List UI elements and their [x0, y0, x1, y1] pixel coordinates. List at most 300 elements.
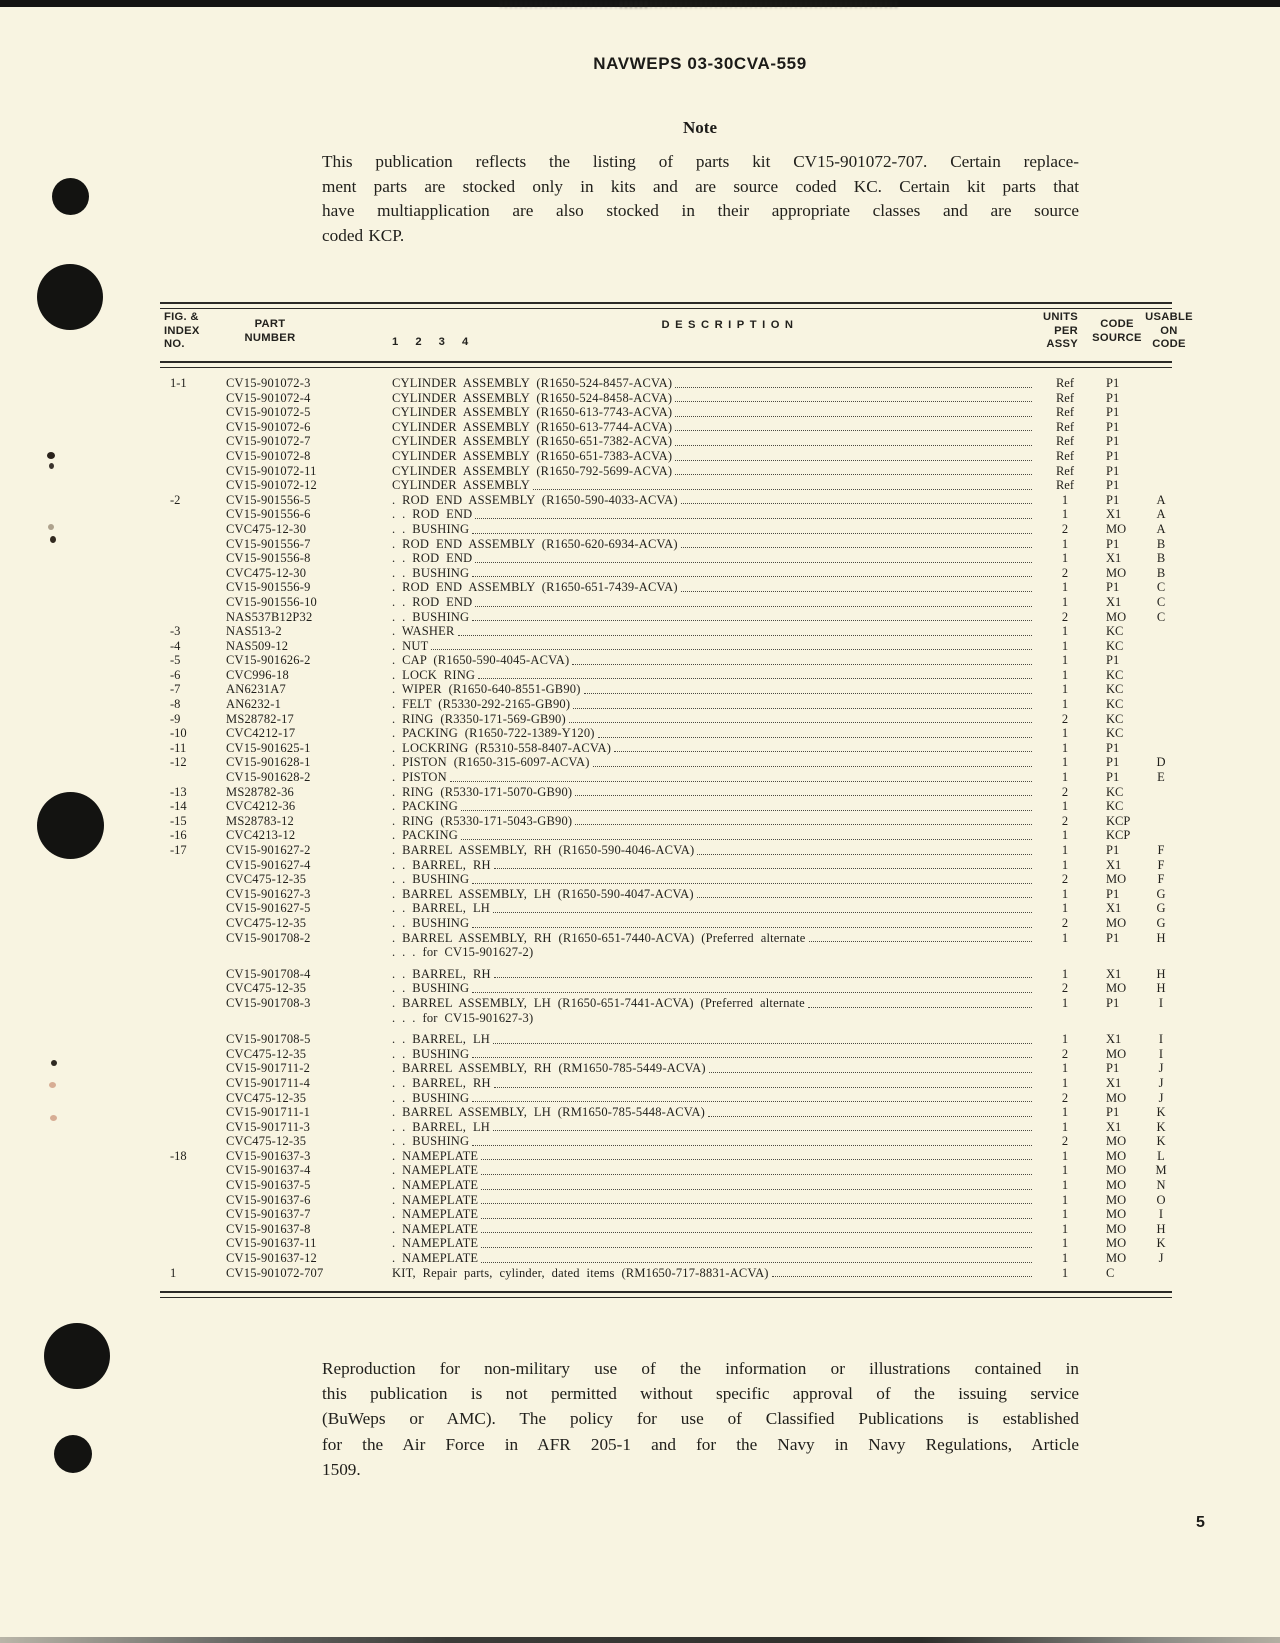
description-cell [386, 901, 1038, 916]
table-row [160, 434, 1172, 449]
units-per-assy-cell: 2 [1061, 1046, 1069, 1061]
part-number-cell: CV15-901556-6 [226, 507, 311, 522]
code-source-cell: MO [1106, 1163, 1127, 1178]
description-text: . NAMEPLATE [392, 1221, 479, 1236]
table-row [160, 1193, 1172, 1208]
fig-index-cell: -18 [170, 1148, 187, 1163]
dotted-leader [708, 1116, 1032, 1117]
table-rule-top [160, 302, 1172, 309]
dotted-leader [675, 474, 1032, 475]
dotted-leader [481, 1262, 1032, 1263]
description-cell [386, 1178, 1038, 1193]
dotted-leader [472, 1145, 1032, 1146]
usable-on-code-cell: K [1156, 1105, 1166, 1120]
units-per-assy-cell: Ref [1055, 390, 1075, 405]
part-number-cell: CV15-901637-3 [226, 1148, 311, 1163]
table-row [160, 799, 1172, 814]
usable-on-code-cell: N [1156, 1178, 1166, 1193]
table-row [160, 376, 1172, 391]
units-per-assy-cell: 1 [1061, 1192, 1069, 1207]
dotted-leader [675, 430, 1032, 431]
description-text: . . BARREL, LH [392, 901, 491, 916]
code-source-cell: P1 [1106, 653, 1120, 668]
description-text: . NAMEPLATE [392, 1148, 479, 1163]
table-row [160, 405, 1172, 420]
part-number-cell: CVC475-12-35 [226, 1090, 307, 1105]
part-number-cell: CV15-901556-8 [226, 551, 311, 566]
description-text: . WIPER (R1650-640-8551-GB90) [392, 682, 581, 697]
code-source-cell: X1 [1106, 966, 1122, 981]
units-per-assy-cell: 1 [1061, 857, 1069, 872]
dotted-leader [431, 649, 1032, 650]
table-row [160, 493, 1172, 508]
table-row [160, 668, 1172, 683]
column-header-code-source: CODE SOURCE [1092, 318, 1142, 344]
description-cell [386, 828, 1038, 843]
note-paragraph [322, 150, 1079, 248]
description-text: . ROD END ASSEMBLY (R1650-620-6934-ACVA) [392, 536, 678, 551]
description-cell [386, 981, 1038, 996]
usable-on-code-cell: H [1156, 1221, 1166, 1236]
part-number-cell: CV15-901637-5 [226, 1178, 311, 1193]
table-row [160, 464, 1172, 479]
description-cell [386, 449, 1038, 464]
dotted-leader [575, 795, 1032, 796]
part-number-cell: AN6232-1 [226, 697, 282, 712]
code-source-cell: KCP [1106, 828, 1131, 843]
description-cell [386, 507, 1038, 522]
units-per-assy-cell: 1 [1061, 966, 1069, 981]
description-cell [386, 799, 1038, 814]
part-number-cell: CV15-901637-6 [226, 1192, 311, 1207]
table-row [160, 1105, 1172, 1120]
part-number-cell: CV15-901637-11 [226, 1236, 317, 1251]
code-source-cell: X1 [1106, 1032, 1122, 1047]
units-per-assy-cell: 1 [1061, 580, 1069, 595]
description-cell [386, 580, 1038, 595]
fig-index-cell: -2 [170, 492, 181, 507]
description-cell [386, 1091, 1038, 1106]
description-cell [386, 566, 1038, 581]
table-row [160, 624, 1172, 639]
description-text: . . BUSHING [392, 1134, 470, 1149]
description-text: . . ROD END [392, 551, 473, 566]
code-source-cell: P1 [1106, 930, 1120, 945]
usable-on-code-cell: J [1158, 1061, 1164, 1076]
description-cell [386, 996, 1038, 1011]
table-row [160, 1149, 1172, 1164]
units-per-assy-cell: 1 [1061, 886, 1069, 901]
dotted-leader [481, 1218, 1032, 1219]
part-number-cell: CV15-901627-2 [226, 843, 311, 857]
table-row [160, 580, 1172, 595]
units-per-assy-cell: 2 [1061, 565, 1069, 580]
description-text: . LOCKRING (R5310-558-8407-ACVA) [392, 740, 612, 755]
usable-on-code-cell: A [1156, 521, 1166, 536]
description-cell [386, 1061, 1038, 1076]
code-source-cell: P1 [1106, 1105, 1120, 1120]
description-cell [386, 1222, 1038, 1237]
table-row [160, 872, 1172, 887]
units-per-assy-cell: 2 [1061, 981, 1069, 996]
fig-index-cell: -3 [170, 624, 181, 639]
description-cell [386, 537, 1038, 552]
description-cell [386, 522, 1038, 537]
description-text: . BARREL ASSEMBLY, LH (RM1650-785-5448-ACVA) [392, 1105, 706, 1120]
table-rule-header [160, 361, 1172, 368]
usable-on-code-cell: B [1156, 551, 1166, 566]
description-cell [386, 967, 1038, 982]
fig-index-cell: -13 [170, 784, 187, 799]
dotted-leader [472, 620, 1032, 621]
dotted-leader [481, 1159, 1032, 1160]
usable-on-code-cell: I [1158, 1207, 1164, 1222]
table-row [160, 858, 1172, 873]
units-per-assy-cell: 1 [1061, 624, 1069, 639]
code-source-cell: X1 [1106, 901, 1122, 916]
description-text: . PISTON [392, 770, 447, 785]
code-source-cell: KC [1106, 682, 1124, 697]
code-source-cell: KC [1106, 667, 1124, 682]
table-row [160, 551, 1172, 566]
part-number-cell: CVC475-12-30 [226, 521, 307, 536]
code-source-cell: P1 [1106, 1061, 1120, 1076]
table-row [160, 507, 1172, 522]
description-cell [386, 1032, 1038, 1047]
dotted-leader [598, 737, 1032, 738]
code-source-cell: X1 [1106, 1119, 1122, 1134]
dotted-leader [494, 977, 1032, 978]
code-source-cell: P1 [1106, 376, 1120, 390]
description-cell [386, 420, 1038, 435]
description-text: . . BARREL, RH [392, 966, 491, 981]
column-header-fig-index: FIG. & INDEX NO. [164, 311, 200, 351]
code-source-cell: MO [1106, 872, 1127, 887]
part-number-cell: CV15-901626-2 [226, 653, 311, 668]
code-source-cell: X1 [1106, 507, 1122, 522]
description-cell [386, 1134, 1038, 1149]
ink-speck [47, 452, 55, 459]
table-row [160, 566, 1172, 581]
units-per-assy-cell: 1 [1061, 1236, 1069, 1251]
usable-on-code-cell: K [1156, 1134, 1166, 1149]
dotted-leader [572, 664, 1032, 665]
part-number-cell: CV15-901637-4 [226, 1163, 311, 1178]
description-cell [386, 493, 1038, 508]
code-source-cell: P1 [1106, 492, 1120, 507]
units-per-assy-cell: 1 [1061, 755, 1069, 770]
fig-index-cell: -5 [170, 653, 181, 668]
table-row [160, 449, 1172, 464]
description-cell [386, 1120, 1038, 1135]
footer-paragraph [322, 1356, 1079, 1482]
description-cell [386, 843, 1038, 858]
description-cell [386, 1207, 1038, 1222]
dotted-leader [533, 489, 1032, 490]
description-cell [386, 1266, 1038, 1281]
code-source-cell: MO [1106, 609, 1127, 624]
fig-index-cell: -10 [170, 726, 187, 741]
table-row [160, 712, 1172, 727]
units-per-assy-cell: 1 [1061, 770, 1069, 785]
description-text: . . BUSHING [392, 521, 470, 536]
description-cell [386, 653, 1038, 668]
punch-dot [52, 178, 89, 215]
dotted-leader [697, 854, 1032, 855]
units-per-assy-cell: 1 [1061, 1032, 1069, 1047]
part-number-cell: CVC475-12-35 [226, 915, 307, 930]
dotted-leader [593, 766, 1032, 767]
table-row [160, 391, 1172, 406]
dotted-leader [697, 897, 1032, 898]
ink-speck [50, 536, 56, 543]
dotted-leader [472, 927, 1032, 928]
fig-index-cell: -17 [170, 843, 187, 857]
fig-index-cell: -15 [170, 813, 187, 828]
code-source-cell: X1 [1106, 551, 1122, 566]
usable-on-code-cell: G [1156, 886, 1166, 901]
table-row [160, 785, 1172, 800]
code-source-cell: P1 [1106, 405, 1120, 420]
table-row [160, 996, 1172, 1011]
units-per-assy-cell: 1 [1061, 1061, 1069, 1076]
usable-on-code-cell: K [1156, 1236, 1166, 1251]
part-number-cell: CVC475-12-35 [226, 981, 307, 996]
dotted-leader [472, 1101, 1032, 1102]
units-per-assy-cell: 1 [1061, 653, 1069, 668]
part-number-cell: CVC4213-12 [226, 828, 296, 843]
description-text: . NAMEPLATE [392, 1178, 479, 1193]
part-number-cell: CV15-901556-7 [226, 536, 311, 551]
units-per-assy-cell: 2 [1061, 1134, 1069, 1149]
table-row [160, 916, 1172, 931]
usable-on-code-cell: M [1155, 1163, 1167, 1178]
usable-on-code-cell: C [1156, 594, 1166, 609]
description-text: CYLINDER ASSEMBLY (R1650-651-7382-ACVA) [392, 434, 673, 449]
dotted-leader [481, 1232, 1032, 1233]
ink-speck [49, 463, 54, 469]
code-source-cell: KC [1106, 697, 1124, 712]
units-per-assy-cell: 1 [1061, 551, 1069, 566]
table-row [160, 1251, 1172, 1266]
units-per-assy-cell: 1 [1061, 901, 1069, 916]
description-text: . BARREL ASSEMBLY, RH (RM1650-785-5449-ACVA) [392, 1061, 706, 1076]
column-header-part-number: PART NUMBER [244, 318, 296, 344]
description-cell [386, 434, 1038, 449]
dotted-leader [472, 533, 1032, 534]
part-number-cell: NAS509-12 [226, 638, 289, 653]
dotted-leader [573, 708, 1032, 709]
usable-on-code-cell: F [1157, 857, 1165, 872]
part-number-cell: CV15-901627-4 [226, 857, 311, 872]
description-text: . RING (R3350-171-569-GB90) [392, 711, 566, 726]
part-number-cell: CV15-901556-10 [226, 594, 317, 609]
description-cell [386, 668, 1038, 683]
units-per-assy-cell: 1 [1061, 1265, 1069, 1280]
table-row [160, 901, 1172, 916]
table-row [160, 1011, 1172, 1026]
description-text: . LOCK RING [392, 667, 476, 682]
usable-on-code-cell: K [1156, 1119, 1166, 1134]
description-cell [386, 887, 1038, 902]
description-text: . FELT (R5330-292-2165-GB90) [392, 697, 571, 712]
units-per-assy-cell: Ref [1055, 448, 1075, 463]
description-text: CYLINDER ASSEMBLY (R1650-792-5699-ACVA) [392, 463, 673, 478]
code-source-cell: MO [1106, 1148, 1127, 1163]
description-cell [386, 624, 1038, 639]
description-text: . NUT [392, 638, 429, 653]
description-text: . . BUSHING [392, 915, 470, 930]
dotted-leader [808, 1007, 1032, 1008]
dotted-leader [475, 562, 1032, 563]
description-text: . . BARREL, LH [392, 1032, 491, 1047]
usable-on-code-cell: J [1158, 1090, 1164, 1105]
usable-on-code-cell: C [1156, 609, 1166, 624]
units-per-assy-cell: Ref [1055, 478, 1075, 493]
description-text: . . BUSHING [392, 1090, 470, 1105]
part-number-cell: CVC4212-36 [226, 799, 296, 814]
dotted-leader [675, 460, 1032, 461]
units-per-assy-cell: Ref [1055, 463, 1075, 478]
code-source-cell: MO [1106, 1236, 1127, 1251]
units-per-assy-cell: 2 [1061, 813, 1069, 828]
table-row [160, 420, 1172, 435]
fig-index-cell: -11 [170, 740, 187, 755]
table-row [160, 522, 1172, 537]
fig-index-cell: -7 [170, 682, 181, 697]
description-cell [386, 595, 1038, 610]
dotted-leader [472, 883, 1032, 884]
description-text: . NAMEPLATE [392, 1251, 479, 1266]
description-cell [386, 712, 1038, 727]
description-cell [386, 391, 1038, 406]
column-header-units-per-assy: UNITS PER ASSY [1042, 311, 1078, 351]
units-per-assy-cell: 1 [1061, 492, 1069, 507]
table-row [160, 1091, 1172, 1106]
code-source-cell: P1 [1106, 843, 1120, 857]
units-per-assy-cell: 1 [1061, 1148, 1069, 1163]
description-text: . . BUSHING [392, 609, 470, 624]
code-source-cell: MO [1106, 1178, 1127, 1193]
table-row [160, 945, 1172, 960]
units-per-assy-cell: 1 [1061, 726, 1069, 741]
description-text: . BARREL ASSEMBLY, RH (R1650-590-4046-ACVA) [392, 843, 695, 857]
description-cell [386, 1076, 1038, 1091]
table-row [160, 726, 1172, 741]
table-row [160, 967, 1172, 982]
table-row [160, 1047, 1172, 1062]
table-row [160, 639, 1172, 654]
units-per-assy-cell: 1 [1061, 594, 1069, 609]
part-number-cell: CV15-901072-6 [226, 419, 311, 434]
part-number-cell: CVC4212-17 [226, 726, 296, 741]
usable-on-code-cell: D [1156, 755, 1166, 770]
units-per-assy-cell: Ref [1055, 405, 1075, 420]
part-number-cell: CV15-901072-11 [226, 463, 317, 478]
units-per-assy-cell: 1 [1061, 843, 1069, 857]
dotted-leader [709, 1072, 1032, 1073]
description-cell [386, 945, 1038, 960]
units-per-assy-cell: 1 [1061, 1105, 1069, 1120]
dotted-leader [569, 722, 1032, 723]
units-per-assy-cell: 1 [1061, 1075, 1069, 1090]
table-row [160, 814, 1172, 829]
code-source-cell: X1 [1106, 857, 1122, 872]
dotted-leader [675, 416, 1032, 417]
code-source-cell: KC [1106, 799, 1124, 814]
description-text: . NAMEPLATE [392, 1192, 479, 1207]
dotted-leader [478, 678, 1032, 679]
dotted-leader [472, 1057, 1032, 1058]
dotted-leader [809, 941, 1032, 942]
units-per-assy-cell: 1 [1061, 1251, 1069, 1266]
description-text: . . ROD END [392, 594, 473, 609]
description-cell [386, 755, 1038, 770]
usable-on-code-cell: J [1158, 1075, 1164, 1090]
dotted-leader [584, 693, 1032, 694]
dotted-leader [475, 606, 1032, 607]
description-text: . . BUSHING [392, 1046, 470, 1061]
units-per-assy-cell: Ref [1055, 419, 1075, 434]
fig-index-cell: -9 [170, 711, 181, 726]
dotted-leader [494, 868, 1032, 869]
description-text: . BARREL ASSEMBLY, LH (R1650-651-7441-ACVA) (Preferred alternate [392, 995, 805, 1010]
paragraph-line: Reproduction for non-military use of the information or illustrations contained in [322, 1359, 1079, 1378]
punch-dot [44, 1323, 110, 1389]
part-number-cell: CV15-901637-8 [226, 1221, 311, 1236]
units-per-assy-cell: Ref [1055, 376, 1075, 390]
description-cell [386, 682, 1038, 697]
note-heading: Note [683, 118, 717, 137]
table-row [160, 1120, 1172, 1135]
description-text: CYLINDER ASSEMBLY (R1650-524-8458-ACVA) [392, 390, 673, 405]
description-cell [386, 405, 1038, 420]
code-source-cell: MO [1106, 1251, 1127, 1266]
document-title: NAVWEPS 03-30CVA-559 [593, 54, 807, 73]
table-row [160, 1222, 1172, 1237]
usable-on-code-cell: I [1158, 1046, 1164, 1061]
usable-on-code-cell: J [1158, 1251, 1164, 1266]
description-text: . NAMEPLATE [392, 1236, 479, 1251]
code-source-cell: MO [1106, 565, 1127, 580]
code-source-cell: MO [1106, 1221, 1127, 1236]
description-text: CYLINDER ASSEMBLY (R1650-613-7744-ACVA) [392, 419, 673, 434]
code-source-cell: P1 [1106, 536, 1120, 551]
description-cell [386, 1047, 1038, 1062]
description-text: . ROD END ASSEMBLY (R1650-651-7439-ACVA) [392, 580, 678, 595]
table-row [160, 1061, 1172, 1076]
description-cell [386, 770, 1038, 785]
units-per-assy-cell: 1 [1061, 536, 1069, 551]
usable-on-code-cell: I [1158, 995, 1164, 1010]
description-cell [386, 1105, 1038, 1120]
part-number-cell: CV15-901708-5 [226, 1032, 311, 1047]
usable-on-code-cell: A [1156, 492, 1166, 507]
units-per-assy-cell: 1 [1061, 638, 1069, 653]
punch-dot [37, 792, 104, 859]
description-text: CYLINDER ASSEMBLY (R1650-524-8457-ACVA) [392, 376, 673, 390]
code-source-cell: MO [1106, 521, 1127, 536]
fig-index-cell: 1-1 [170, 376, 187, 390]
table-row [160, 828, 1172, 843]
description-text: . BARREL ASSEMBLY, RH (R1650-651-7440-ACVA) (Preferred alternate [392, 930, 806, 945]
table-row [160, 1207, 1172, 1222]
description-text: . . BARREL, RH [392, 857, 491, 872]
dotted-leader [494, 1087, 1032, 1088]
code-source-cell: MO [1106, 1207, 1127, 1222]
description-cell [386, 858, 1038, 873]
table-row [160, 1163, 1172, 1178]
